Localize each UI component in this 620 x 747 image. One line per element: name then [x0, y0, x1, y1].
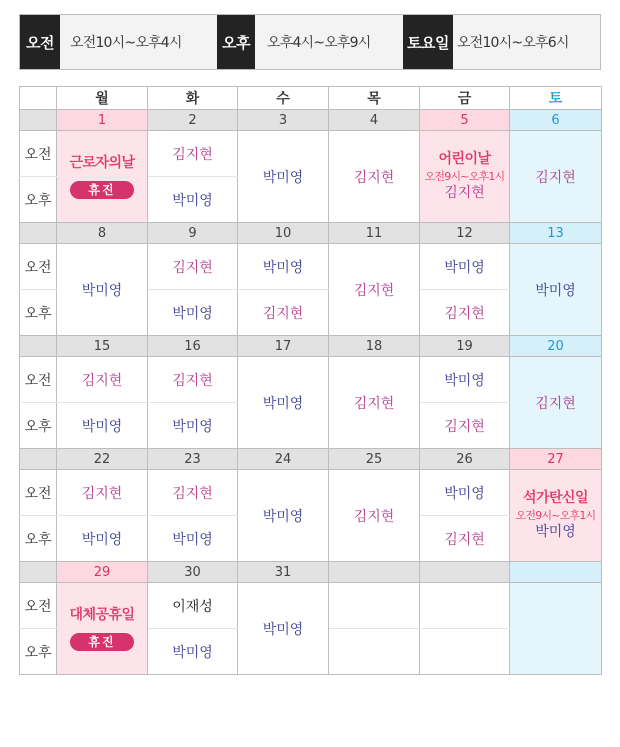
- am-label: 오전: [20, 244, 57, 290]
- schedule-name: 김지현: [148, 357, 238, 403]
- holiday-cell: [510, 470, 602, 562]
- date-cell: 26: [420, 449, 510, 470]
- am-label: 오전: [20, 470, 57, 516]
- date-cell: 29: [57, 562, 148, 583]
- date-cell: 23: [148, 449, 238, 470]
- schedule-name: 김지현: [510, 357, 602, 449]
- schedule-name: 박미영: [238, 357, 329, 449]
- schedule-name: 박미영: [238, 131, 329, 223]
- hours-bar: [19, 14, 601, 70]
- date-cell: 4: [329, 110, 420, 131]
- schedule-name: 박미영: [420, 470, 510, 516]
- date-cell: 25: [329, 449, 420, 470]
- pm-label: 오후: [20, 177, 57, 223]
- empty-cell: [420, 629, 510, 675]
- schedule-name: 김지현: [329, 470, 420, 562]
- holiday-name: 어린이날: [438, 151, 491, 167]
- schedule-name: 김지현: [329, 357, 420, 449]
- date-cell: 10: [238, 223, 329, 244]
- date-cell: 8: [57, 223, 148, 244]
- weekday-thu: 목: [329, 87, 420, 110]
- schedule-name: 김지현: [57, 357, 148, 403]
- date-cell: 13: [510, 223, 602, 244]
- date-cell: [510, 562, 602, 583]
- date-row: [20, 449, 602, 470]
- date-cell: 2: [148, 110, 238, 131]
- schedule-name: 김지현: [420, 290, 510, 336]
- schedule-name: 김지현: [329, 244, 420, 336]
- date-cell: 12: [420, 223, 510, 244]
- date-row: [20, 562, 602, 583]
- schedule-name: 김지현: [57, 470, 148, 516]
- schedule-name: 박미영: [148, 516, 238, 562]
- holiday-name: 대체공휴일: [69, 607, 135, 623]
- pm-tag: 오후: [217, 15, 255, 69]
- saturday-tag: 토요일: [403, 15, 453, 69]
- weekday-sat: 토: [510, 87, 602, 110]
- weekday-mon: 월: [57, 87, 148, 110]
- date-cell: 20: [510, 336, 602, 357]
- am-row: [20, 470, 602, 516]
- pm-hours: 오후4시~오후9시: [267, 35, 371, 51]
- holiday-name: 근로자의날: [69, 155, 135, 171]
- schedule-name: 김지현: [444, 185, 485, 201]
- date-row: [20, 336, 602, 357]
- weekday-fri: 금: [420, 87, 510, 110]
- closed-badge: 휴진: [70, 633, 134, 651]
- am-row: [20, 583, 602, 629]
- pm-label: 오후: [20, 516, 57, 562]
- schedule-name: 김지현: [238, 290, 329, 336]
- am-row: [20, 244, 602, 290]
- empty-cell: [510, 583, 602, 675]
- corner-cell: [20, 87, 57, 110]
- am-row: [20, 131, 602, 177]
- pm-label: 오후: [20, 290, 57, 336]
- schedule-name: 김지현: [420, 403, 510, 449]
- schedule-name: 김지현: [510, 131, 602, 223]
- holiday-hours: 오전9시~오후1시: [424, 170, 505, 183]
- date-cell: 27: [510, 449, 602, 470]
- date-cell: 19: [420, 336, 510, 357]
- schedule-name: 박미영: [148, 177, 238, 223]
- date-cell: 17: [238, 336, 329, 357]
- am-tag: 오전: [20, 15, 60, 69]
- schedule-name: 박미영: [238, 583, 329, 675]
- schedule-name: 박미영: [420, 244, 510, 290]
- date-cell: 9: [148, 223, 238, 244]
- schedule-name: 박미영: [535, 524, 576, 540]
- empty-cell: [420, 583, 510, 629]
- weekday-header: [20, 87, 602, 110]
- date-cell: 15: [57, 336, 148, 357]
- am-label: 오전: [20, 357, 57, 403]
- date-cell: 18: [329, 336, 420, 357]
- schedule-name: 김지현: [148, 470, 238, 516]
- weekday-tue: 화: [148, 87, 238, 110]
- schedule-name: 박미영: [420, 357, 510, 403]
- empty-cell: [329, 583, 420, 629]
- schedule-name: 김지현: [148, 131, 238, 177]
- schedule-name: 박미영: [510, 244, 602, 336]
- weekday-wed: 수: [238, 87, 329, 110]
- pm-label: 오후: [20, 629, 57, 675]
- holiday-cell: [420, 131, 510, 223]
- holiday-hours: 오전9시~오후1시: [515, 509, 596, 522]
- date-cell: 6: [510, 110, 602, 131]
- schedule-name: 박미영: [238, 244, 329, 290]
- schedule-name: 박미영: [57, 403, 148, 449]
- date-cell: 31: [238, 562, 329, 583]
- date-cell: 24: [238, 449, 329, 470]
- am-label: 오전: [20, 583, 57, 629]
- am-row: [20, 357, 602, 403]
- schedule-name: 박미영: [148, 629, 238, 675]
- schedule-calendar: [19, 86, 602, 675]
- schedule-name: 박미영: [148, 290, 238, 336]
- date-row: [20, 223, 602, 244]
- empty-cell: [329, 629, 420, 675]
- date-cell: 5: [420, 110, 510, 131]
- holiday-name: 석가탄신일: [522, 490, 589, 506]
- date-cell: 11: [329, 223, 420, 244]
- holiday-cell: [57, 583, 148, 675]
- schedule-name: 박미영: [238, 470, 329, 562]
- schedule-name: 박미영: [57, 244, 148, 336]
- date-cell: 30: [148, 562, 238, 583]
- schedule-name: 김지현: [420, 516, 510, 562]
- schedule-name: 박미영: [57, 516, 148, 562]
- date-cell: 22: [57, 449, 148, 470]
- schedule-name: 김지현: [148, 244, 238, 290]
- holiday-cell: [57, 131, 148, 223]
- date-cell: [329, 562, 420, 583]
- date-cell: 3: [238, 110, 329, 131]
- schedule-name: 박미영: [148, 403, 238, 449]
- date-cell: 1: [57, 110, 148, 131]
- am-label: 오전: [20, 131, 57, 177]
- date-cell: 16: [148, 336, 238, 357]
- saturday-hours: 오전10시~오후6시: [457, 35, 569, 51]
- closed-badge: 휴진: [70, 181, 134, 199]
- pm-label: 오후: [20, 403, 57, 449]
- schedule-name: 김지현: [329, 131, 420, 223]
- schedule-name: 이재성: [148, 583, 238, 629]
- date-row: [20, 110, 602, 131]
- am-hours: 오전10시~오후4시: [70, 35, 182, 51]
- date-cell: [420, 562, 510, 583]
